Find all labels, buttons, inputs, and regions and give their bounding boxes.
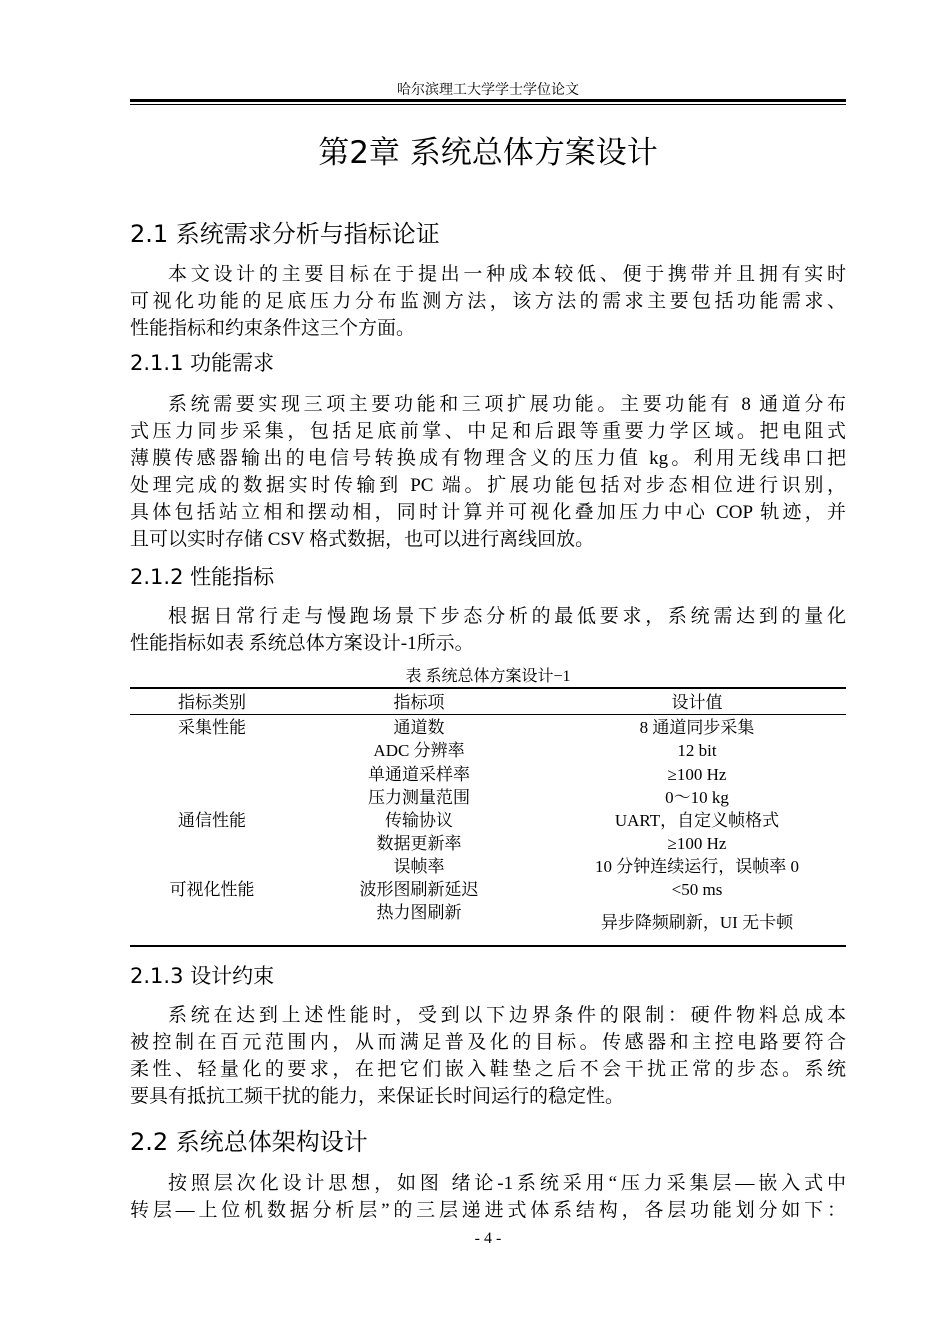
- text-line: 要具有抵抗工频干扰的能力，来保证长时间运行的稳定性。: [130, 1086, 625, 1107]
- table-category-cell: 采集性能: [178, 718, 246, 737]
- text-line: 且可以实时存储 CSV 格式数据，也可以进行离线回放。: [130, 529, 595, 550]
- text-line: 性能指标和约束条件这三个方面。: [130, 318, 416, 339]
- paragraph-architecture: [130, 1170, 846, 1224]
- table-item-cell: 通道数: [393, 718, 445, 737]
- text-line: 被控制在百元范围内，从而满足普及化的目标。传感器和主控电路要符合: [130, 1032, 846, 1053]
- section-heading-2-1: 2.1 系统需求分析与指标论证: [130, 220, 440, 248]
- paragraph-constraints: [130, 1002, 846, 1110]
- table-item-cell: 波形图刷新延迟: [359, 880, 479, 899]
- table-caption: 表 系统总体方案设计−1: [405, 668, 571, 685]
- text-line: 处理完成的数据实时传输到 PC 端。扩展功能包括对步态相位进行识别，: [130, 475, 846, 496]
- text-line: 可视化功能的足底压力分布监测方法，该方法的需求主要包括功能需求、: [130, 291, 846, 312]
- table-item-cell: ADC 分辨率: [373, 741, 465, 760]
- paragraph-intro: [130, 261, 846, 342]
- table-item-cell: 热力图刷新: [376, 903, 462, 922]
- table-value-cell: UART，自定义帧格式: [614, 811, 780, 830]
- table-category-cell: 可视化性能: [169, 880, 255, 899]
- header-rule-thin: [130, 104, 846, 105]
- table-bottom-rule: [130, 945, 846, 947]
- page-number: - 4 -: [474, 1230, 502, 1247]
- text-line: 系统需要实现三项主要功能和三项扩展功能。主要功能有 8 通道分布: [168, 394, 846, 415]
- table-value-cell: <50 ms: [671, 880, 723, 899]
- table-header-cell: 指标项: [393, 693, 445, 712]
- table-value-cell: 8 通道同步采集: [639, 718, 755, 737]
- chapter-title: 第2章 系统总体方案设计: [318, 135, 658, 171]
- table-item-cell: 单通道采样率: [368, 765, 470, 784]
- table-category-cell: 通信性能: [178, 811, 246, 830]
- text-line: 柔性、轻量化的要求，在把它们嵌入鞋垫之后不会干扰正常的步态。系统: [130, 1059, 846, 1080]
- section-heading-2-2: 2.2 系统总体架构设计: [130, 1128, 368, 1156]
- text-line: 本文设计的主要目标在于提出一种成本较低、便于携带并且拥有实时: [168, 264, 846, 285]
- table-item-cell: 压力测量范围: [368, 788, 470, 807]
- text-line: 根据日常行走与慢跑场景下步态分析的最低要求，系统需达到的量化: [168, 606, 846, 627]
- table-value-cell: 10 分钟连续运行，误帧率 0: [595, 857, 799, 876]
- table-header-cell: 指标类别: [178, 693, 246, 712]
- table-header-rule: [130, 714, 846, 715]
- table-item-cell: 误帧率: [393, 857, 445, 876]
- table-top-rule: [130, 687, 846, 689]
- table-item-cell: 传输协议: [385, 811, 453, 830]
- table-value-cell: 12 bit: [677, 741, 717, 760]
- paragraph-performance: [130, 603, 846, 657]
- header-rule: [130, 99, 846, 102]
- text-line: 转层—上位机数据分析层”的三层递进式体系结构，各层功能划分如下：: [130, 1200, 846, 1221]
- text-line: 式压力同步采集，包括足底前掌、中足和后跟等重要力学区域。把电阻式: [130, 421, 846, 442]
- table-item-cell: 数据更新率: [376, 834, 462, 853]
- section-heading-2-1-2: 2.1.2 性能指标: [130, 565, 275, 589]
- text-line: 系统在达到上述性能时，受到以下边界条件的限制：硬件物料总成本: [168, 1005, 846, 1026]
- text-line: 性能指标如表 系统总体方案设计-1所示。: [130, 633, 474, 654]
- text-line: 按照层次化设计思想，如图 绪论-1系统采用“压力采集层—嵌入式中: [168, 1173, 846, 1194]
- text-line: 薄膜传感器输出的电信号转换成有物理含义的压力值 kg。利用无线串口把: [130, 448, 846, 469]
- table-value-cell: 异步降频刷新，UI 无卡顿: [600, 913, 794, 932]
- text-line: 具体包括站立相和摆动相，同时计算并可视化叠加压力中心 COP 轨迹，并: [130, 502, 846, 523]
- running-header: 哈尔滨理工大学学士学位论文: [397, 83, 579, 98]
- section-heading-2-1-3: 2.1.3 设计约束: [130, 964, 275, 988]
- table-value-cell: ≥100 Hz: [667, 765, 727, 784]
- section-heading-2-1-1: 2.1.1 功能需求: [130, 351, 275, 375]
- table-value-cell: ≥100 Hz: [667, 834, 727, 853]
- table-header-cell: 设计值: [671, 693, 723, 712]
- table-value-cell: 0～10 kg: [665, 788, 729, 807]
- paragraph-functional-requirements: [130, 391, 846, 553]
